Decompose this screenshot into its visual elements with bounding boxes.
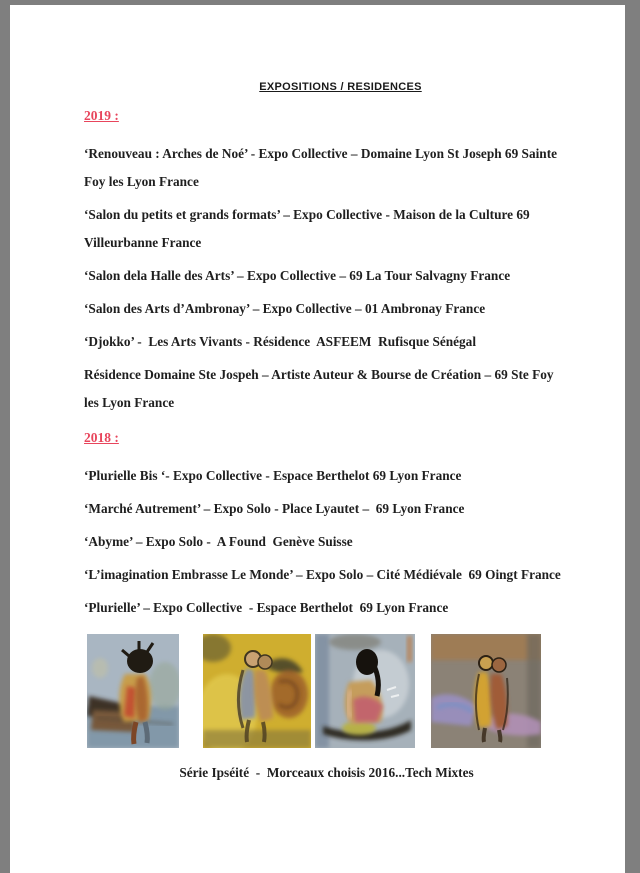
year-heading-2019: 2019 : <box>84 108 119 123</box>
expo-entry: ‘Abyme’ – Expo Solo - A Found Genève Suisse <box>84 534 353 549</box>
painting-thumbnail-2 <box>203 634 311 748</box>
year-heading-2018: 2018 : <box>84 430 119 445</box>
expo-entry: ‘Marché Autrement’ – Expo Solo - Place Lyautet – 69 Lyon France <box>84 501 465 516</box>
painting-thumbnail-3 <box>315 634 415 748</box>
painting-thumbnail-1 <box>87 634 179 748</box>
page-content <box>10 5 625 781</box>
expo-entry: ‘L’imagination Embrasse Le Monde’ – Expo Solo – Cité Médiévale 69 Oingt France <box>84 567 561 582</box>
expo-entry: ‘Plurielle Bis ‘- Expo Collective - Espace Berthelot 69 Lyon France <box>84 468 462 483</box>
series-caption: Série Ipséité - Morceaux choisis 2016...Tech Mixtes <box>179 765 474 780</box>
painting-thumbnail-4 <box>431 634 541 748</box>
document-page <box>10 5 625 873</box>
expo-entry: ‘Renouveau : Arches de Noé’ - Expo Collective – Domaine Lyon St Joseph 69 Sainte Foy les Lyon France <box>84 146 561 189</box>
expo-entry: ‘Salon du petits et grands formats’ – Expo Collective - Maison de la Culture 69 Villeurbanne France <box>84 207 533 250</box>
painting-thumbnails-row <box>87 634 569 748</box>
expo-entry: ‘Plurielle’ – Expo Collective - Espace Berthelot 69 Lyon France <box>84 600 449 615</box>
expo-entry: ‘Salon des Arts d’Ambronay’ – Expo Collective – 01 Ambronay France <box>84 301 486 316</box>
expo-entry: ‘Djokko’ - Les Arts Vivants - Résidence ASFEEM Rufisque Sénégal <box>84 334 477 349</box>
expo-entry: Résidence Domaine Ste Jospeh – Artiste Auteur & Bourse de Création – 69 Ste Foy les Lyon France <box>84 367 557 410</box>
page-title: EXPOSITIONS / RESIDENCES <box>259 81 422 93</box>
expo-entry: ‘Salon dela Halle des Arts’ – Expo Collective – 69 La Tour Salvagny France <box>84 268 511 283</box>
